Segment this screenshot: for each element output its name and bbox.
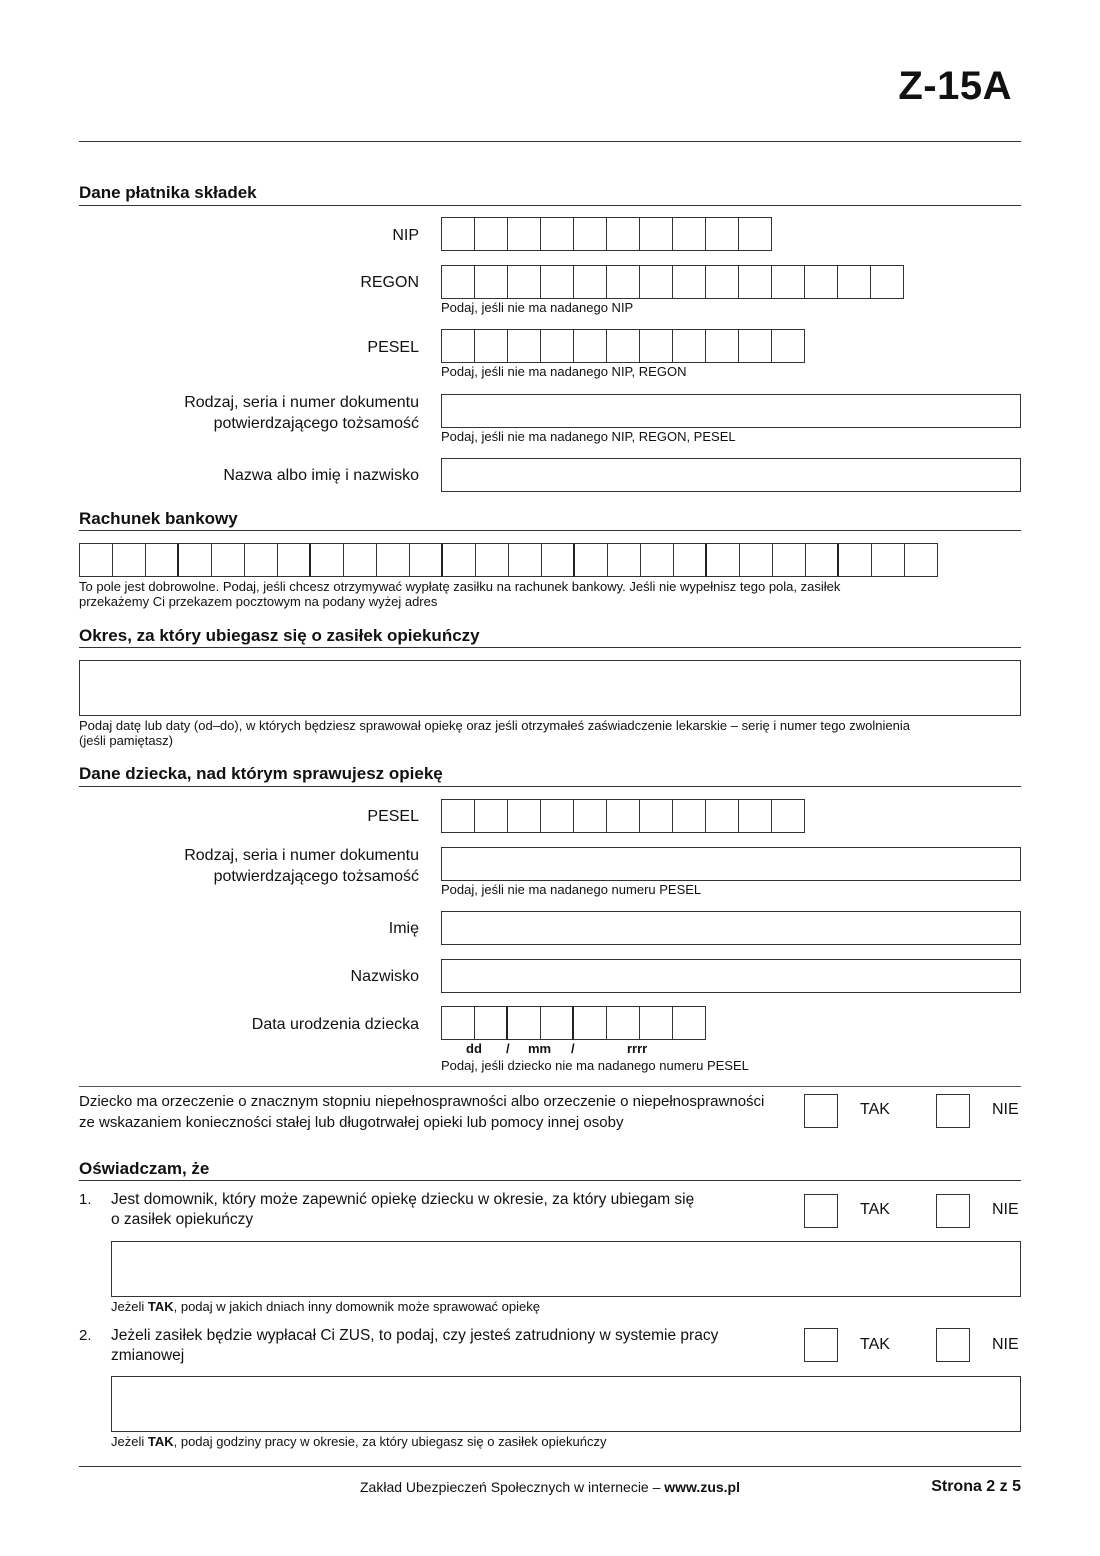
child-doc-label-line1: Rodzaj, seria i numer dokumentu [184,847,419,864]
period-input[interactable] [79,660,1021,716]
input-cell[interactable] [508,217,541,251]
input-cell[interactable] [179,543,212,577]
q1-text-line1: Jest domownik, który może zapewnić opiekę dziecku w okresie, za który ubiegam się [111,1191,695,1208]
input-cell[interactable] [574,1006,607,1040]
input-cell[interactable] [542,543,575,577]
input-cell[interactable] [706,265,739,299]
q2-number: 2. [79,1327,92,1344]
input-cell[interactable] [113,543,146,577]
child-first-name-label: Imię [388,920,419,937]
input-cell[interactable] [706,329,739,363]
input-cell[interactable] [541,1006,574,1040]
period-section-divider [79,647,1021,648]
q2-hint-bold: TAK [147,1434,174,1449]
input-cell[interactable] [640,1006,673,1040]
input-cell[interactable] [475,799,508,833]
q1-hint-bold: TAK [147,1299,174,1314]
input-cell[interactable] [607,1006,640,1040]
input-cell[interactable] [541,329,574,363]
input-cell[interactable] [806,543,839,577]
payer-section-title: Dane płatnika składek [79,183,257,202]
input-cell[interactable] [311,543,344,577]
q1-hint-suffix: , podaj w jakich dniach inny domownik może sprawować opiekę [173,1299,540,1314]
q2-text-line2: zmianowej [111,1347,185,1364]
disability-yes-label: TAK [860,1101,890,1118]
date-dd-label: dd [466,1041,482,1056]
bank-hint-line2: przekażemy Ci przekazem pocztowym na podany wyżej adres [79,594,438,609]
child-section-title: Dane dziecka, nad którym sprawujesz opiekę [79,764,443,783]
disability-question-line1: Dziecko ma orzeczenie o znacznym stopniu niepełnosprawności albo orzeczenie o niepełnosprawności [79,1093,765,1110]
input-cell[interactable] [574,329,607,363]
q1-details-input[interactable] [111,1241,1021,1297]
input-cell[interactable] [641,543,674,577]
input-cell[interactable] [377,543,410,577]
date-sep-2: / [571,1041,575,1056]
input-cell[interactable] [146,543,179,577]
input-cell[interactable] [245,543,278,577]
input-cell[interactable] [509,543,542,577]
payer-doc-input[interactable] [441,394,1021,428]
input-cell[interactable] [607,217,640,251]
input-cell[interactable] [508,799,541,833]
bank-hint [79,579,840,609]
q1-text [111,1190,694,1230]
declaration-section-divider [79,1180,1021,1181]
input-cell[interactable] [442,799,475,833]
q1-yes-checkbox[interactable] [804,1194,838,1228]
input-cell[interactable] [740,543,773,577]
input-cell[interactable] [607,329,640,363]
bank-hint-line1: To pole jest dobrowolne. Podaj, jeśli chcesz otrzymywać wypłatę zasiłku na rachunek bankowy. Jeśli nie wypełnisz tego pola, zasiłek [79,579,841,594]
input-cell[interactable] [442,329,475,363]
input-cell[interactable] [739,217,772,251]
input-cell[interactable] [410,543,443,577]
input-cell[interactable] [905,543,938,577]
input-cell[interactable] [212,543,245,577]
input-cell[interactable] [475,265,508,299]
child-last-name-label: Nazwisko [350,968,419,985]
form-code: Z-15A [898,64,1012,108]
period-hint [79,718,1023,748]
input-cell[interactable] [575,543,608,577]
input-cell[interactable] [640,329,673,363]
child-birth-label: Data urodzenia dziecka [251,1016,419,1033]
disability-yes-checkbox[interactable] [804,1094,838,1128]
input-cell[interactable] [739,265,772,299]
input-cell[interactable] [574,799,607,833]
child-birth-hint: Podaj, jeśli dziecko nie ma nadanego numeru PESEL [441,1058,749,1073]
input-cell[interactable] [772,799,805,833]
input-cell[interactable] [607,265,640,299]
input-cell[interactable] [706,217,739,251]
payer-name-label: Nazwa albo imię i nazwisko [223,467,419,484]
input-cell[interactable] [608,543,641,577]
disability-no-checkbox[interactable] [936,1094,970,1128]
input-cell[interactable] [574,217,607,251]
input-cell[interactable] [574,265,607,299]
period-hint-line2: (jeśli pamiętasz) [79,733,173,748]
input-cell[interactable] [707,543,740,577]
child-first-name-input[interactable] [441,911,1021,945]
header-divider [79,141,1021,142]
footer-link[interactable]: www.zus.pl [664,1479,740,1495]
child-pesel-label: PESEL [367,808,419,825]
input-cell[interactable] [476,543,509,577]
input-cell[interactable] [508,1006,541,1040]
payer-pesel-input[interactable] [441,329,805,363]
page-number: Strona 2 z 5 [931,1478,1021,1495]
input-cell[interactable] [872,543,905,577]
child-section-divider [79,786,1021,787]
child-doc-label [39,845,419,887]
child-doc-input[interactable] [441,847,1021,881]
input-cell[interactable] [443,543,476,577]
input-cell[interactable] [772,329,805,363]
q2-details-input[interactable] [111,1376,1021,1432]
child-last-name-input[interactable] [441,959,1021,993]
input-cell[interactable] [640,799,673,833]
q2-no-checkbox[interactable] [936,1328,970,1362]
input-cell[interactable] [673,799,706,833]
period-hint-line1: Podaj datę lub daty (od–do), w których będziesz sprawował opiekę oraz jeśli otrzymałeś zaświadczenie lekarskie – serię i numer tego zwolnienia [79,718,910,733]
input-cell[interactable] [772,265,805,299]
child-doc-hint: Podaj, jeśli nie ma nadanego numeru PESEL [441,882,702,897]
payer-doc-label-line2: potwierdzającego tożsamość [213,415,419,432]
input-cell[interactable] [541,799,574,833]
input-cell[interactable] [442,217,475,251]
payer-doc-label [39,392,419,434]
declaration-section-title: Oświadczam, że [79,1159,210,1178]
footer-text-prefix: Zakład Ubezpieczeń Społecznych w internecie – [360,1479,665,1495]
input-cell[interactable] [508,329,541,363]
nip-label: NIP [392,227,419,244]
input-cell[interactable] [640,265,673,299]
input-cell[interactable] [739,329,772,363]
input-cell[interactable] [673,217,706,251]
input-cell[interactable] [673,265,706,299]
input-cell[interactable] [773,543,806,577]
q1-hint [111,1299,540,1314]
date-sep-1: / [506,1041,510,1056]
payer-section-divider [79,205,1021,206]
input-cell[interactable] [541,265,574,299]
child-pesel-input[interactable] [441,799,805,833]
payer-pesel-hint: Podaj, jeśli nie ma nadanego NIP, REGON [441,364,687,379]
input-cell[interactable] [278,543,311,577]
regon-label: REGON [360,274,419,291]
q1-no-checkbox[interactable] [936,1194,970,1228]
payer-doc-label-line1: Rodzaj, seria i numer dokumentu [184,394,419,411]
q2-yes-label: TAK [860,1336,890,1353]
q2-hint [111,1434,606,1449]
regon-hint: Podaj, jeśli nie ma nadanego NIP [441,300,634,315]
q1-text-line2: o zasiłek opiekuńczy [111,1211,254,1228]
input-cell[interactable] [871,265,904,299]
q2-hint-suffix: , podaj godziny pracy w okresie, za który ubiegasz się o zasiłek opiekuńczy [173,1434,607,1449]
input-cell[interactable] [344,543,377,577]
input-cell[interactable] [442,1006,475,1040]
disability-divider [79,1086,1021,1087]
disability-question [79,1091,764,1133]
q1-hint-prefix: Jeżeli [111,1299,148,1314]
q1-no-label: NIE [992,1201,1019,1218]
input-cell[interactable] [673,1006,706,1040]
input-cell[interactable] [475,1006,508,1040]
q1-yes-label: TAK [860,1201,890,1218]
nip-input[interactable] [441,217,772,251]
q2-text-line1: Jeżeli zasiłek będzie wypłacał Ci ZUS, to podaj, czy jesteś zatrudniony w systemie pracy [111,1327,719,1344]
q1-number: 1. [79,1191,92,1208]
input-cell[interactable] [805,265,838,299]
input-cell[interactable] [475,329,508,363]
input-cell[interactable] [839,543,872,577]
period-section-title: Okres, za który ubiegasz się o zasiłek opiekuńczy [79,626,480,645]
regon-input[interactable] [441,265,904,299]
input-cell[interactable] [475,217,508,251]
input-cell[interactable] [508,265,541,299]
date-mm-label: mm [528,1041,552,1056]
date-yyyy-label: rrrr [627,1041,648,1056]
payer-pesel-label: PESEL [367,339,419,356]
input-cell[interactable] [739,799,772,833]
input-cell[interactable] [640,217,673,251]
bank-account-input[interactable] [79,543,938,577]
input-cell[interactable] [80,543,113,577]
payer-name-input[interactable] [441,458,1021,492]
input-cell[interactable] [541,217,574,251]
input-cell[interactable] [442,265,475,299]
disability-question-line2: ze wskazaniem konieczności stałej lub długotrwałej opieki lub pomocy innej osoby [79,1114,624,1131]
q2-text [111,1326,718,1366]
q2-no-label: NIE [992,1336,1019,1353]
input-cell[interactable] [706,799,739,833]
footer-divider [79,1466,1021,1467]
q2-hint-prefix: Jeżeli [111,1434,148,1449]
bank-section-title: Rachunek bankowy [79,509,238,528]
q2-yes-checkbox[interactable] [804,1328,838,1362]
input-cell[interactable] [673,329,706,363]
input-cell[interactable] [674,543,707,577]
child-birth-date-input[interactable] [441,1006,706,1040]
input-cell[interactable] [838,265,871,299]
input-cell[interactable] [607,799,640,833]
payer-doc-hint: Podaj, jeśli nie ma nadanego NIP, REGON, PESEL [441,429,736,444]
child-doc-label-line2: potwierdzającego tożsamość [213,868,419,885]
disability-no-label: NIE [992,1101,1019,1118]
bank-section-divider [79,530,1021,531]
